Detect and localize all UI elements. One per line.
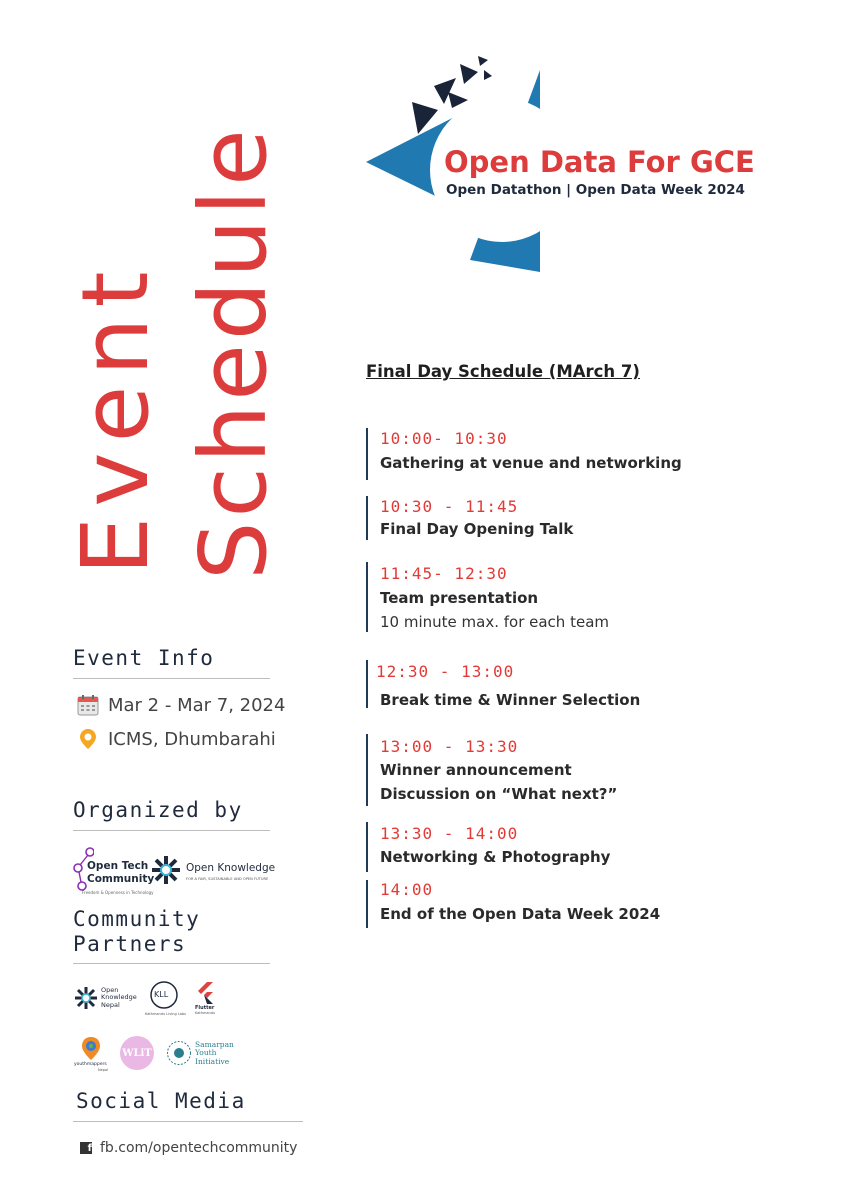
facebook-icon: f bbox=[80, 1142, 92, 1154]
organized-by-heading: Organized by bbox=[73, 798, 243, 822]
schedule-desc: Discussion on “What next?” bbox=[380, 785, 618, 803]
logo-subtitle: Open Datathon | Open Data Week 2024 bbox=[446, 182, 745, 198]
event-venue bbox=[77, 728, 276, 750]
timeline-bar bbox=[366, 428, 368, 480]
schedule-time: 14:00 bbox=[380, 880, 434, 899]
title-event: Event bbox=[62, 261, 169, 575]
calendar-icon bbox=[77, 694, 99, 716]
schedule-time: 13:00 - 13:30 bbox=[380, 737, 519, 756]
logo-shard-3 bbox=[448, 92, 468, 108]
community-partners-heading bbox=[73, 907, 200, 957]
partner-name-line1: Open bbox=[101, 986, 119, 994]
flutter-icon bbox=[197, 982, 215, 1004]
schedule-desc: Break time & Winner Selection bbox=[380, 691, 641, 709]
kll-logo bbox=[145, 980, 187, 1020]
title-schedule: Schedule bbox=[180, 125, 287, 580]
schedule-time: 13:30 - 14:00 bbox=[380, 824, 519, 843]
schedule-time: 12:30 - 13:00 bbox=[376, 662, 515, 681]
divider bbox=[73, 830, 270, 831]
facebook-link[interactable] bbox=[80, 1140, 297, 1156]
open-knowledge-logo bbox=[150, 854, 275, 890]
samarpan-line3: Initiative bbox=[195, 1056, 230, 1066]
schedule-time: 10:30 - 11:45 bbox=[380, 497, 519, 516]
schedule-note: 10 minute max. for each team bbox=[380, 613, 609, 631]
facebook-link-text[interactable]: fb.com/opentechcommunity bbox=[100, 1140, 298, 1156]
schedule-heading: Final Day Schedule (MArch 7) bbox=[366, 362, 640, 381]
samarpan-line2: Youth bbox=[195, 1048, 217, 1058]
schedule-time: 10:00- 10:30 bbox=[380, 429, 508, 448]
divider bbox=[73, 963, 270, 964]
org-tagline: Freedom & Openness in Technology bbox=[82, 890, 154, 895]
open-knowledge-icon bbox=[150, 854, 182, 886]
wlit-name: WLiT bbox=[122, 1047, 152, 1059]
org-tagline: FOR A FAIR, SUSTAINABLE AND OPEN FUTURE bbox=[186, 877, 269, 881]
location-pin-icon bbox=[77, 728, 99, 750]
flutter-caption: Kathmandu bbox=[195, 1011, 216, 1015]
heading-line1: Community bbox=[73, 907, 201, 931]
logo-shard-5 bbox=[478, 56, 488, 66]
org-name-line2: Community bbox=[87, 873, 155, 886]
logo-title: Open Data For GCE bbox=[444, 145, 755, 179]
social-media-heading: Social Media bbox=[76, 1089, 246, 1113]
samarpan-line1: Samarpan bbox=[195, 1040, 234, 1049]
youthmappers-caption: Nepal bbox=[98, 1068, 109, 1072]
schedule-desc: Networking & Photography bbox=[380, 848, 611, 866]
open-tech-community-logo bbox=[72, 846, 155, 898]
timeline-bar bbox=[366, 562, 368, 632]
heading-line2: Partners bbox=[73, 931, 187, 956]
org-name-line1: Open Tech bbox=[87, 860, 149, 872]
partner-name-line3: Nepal bbox=[101, 1000, 120, 1009]
schedule-desc: Team presentation bbox=[380, 589, 539, 607]
event-dates bbox=[77, 694, 285, 716]
timeline-bar bbox=[366, 734, 368, 806]
youthmappers-name: youthmappers bbox=[74, 1062, 107, 1067]
timeline-bar bbox=[366, 880, 368, 928]
open-knowledge-nepal-logo bbox=[74, 984, 140, 1014]
okn-icon bbox=[74, 986, 98, 1010]
schedule-desc: Winner announcement bbox=[380, 761, 572, 779]
schedule-desc: Final Day Opening Talk bbox=[380, 520, 574, 538]
timeline-bar bbox=[366, 822, 368, 872]
divider bbox=[73, 1121, 303, 1122]
flutter-name: Flutter bbox=[195, 1005, 215, 1011]
logo-shard-6 bbox=[484, 70, 492, 80]
event-info-heading: Event Info bbox=[73, 646, 215, 670]
event-dates-text: Mar 2 - Mar 7, 2024 bbox=[108, 694, 286, 716]
wlit-logo bbox=[120, 1036, 154, 1070]
samarpan-emblem-icon bbox=[166, 1040, 192, 1066]
logo-shard-4 bbox=[460, 64, 478, 84]
timeline-bar bbox=[366, 496, 368, 540]
org-name: Open Knowledge bbox=[186, 862, 276, 874]
flutter-kathmandu-logo bbox=[195, 982, 223, 1018]
samarpan-youth-initiative-logo bbox=[166, 1040, 238, 1070]
timeline-bar bbox=[366, 660, 368, 708]
event-venue-text: ICMS, Dhumbarahi bbox=[108, 728, 276, 750]
schedule-desc: End of the Open Data Week 2024 bbox=[380, 905, 661, 923]
divider bbox=[73, 678, 270, 679]
youthmappers-pin-icon bbox=[80, 1036, 102, 1062]
schedule-time: 11:45- 12:30 bbox=[380, 564, 508, 583]
kll-caption: Kathmandu Living Labs bbox=[145, 1012, 186, 1016]
partner-name-line2: Knowledge bbox=[101, 993, 137, 1002]
kll-abbr: KLL bbox=[154, 990, 169, 999]
schedule-desc: Gathering at venue and networking bbox=[380, 454, 682, 472]
youthmappers-logo bbox=[74, 1036, 114, 1074]
